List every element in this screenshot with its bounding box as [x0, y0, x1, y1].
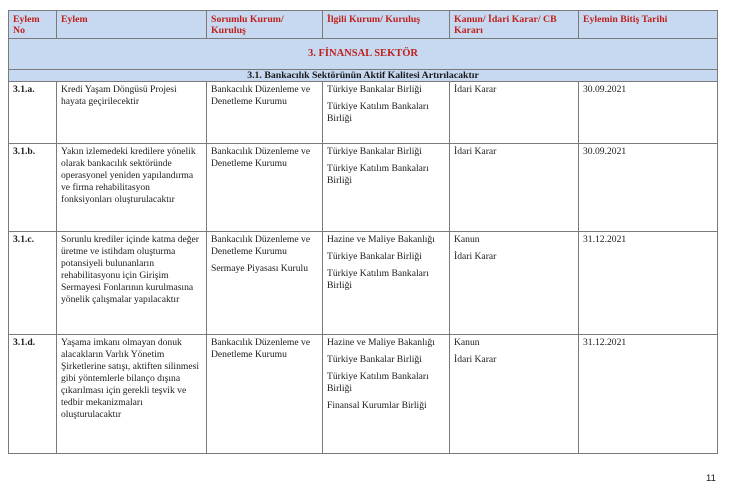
related-cell	[323, 82, 450, 144]
related-org: Hazine ve Maliye Bakanlığı	[327, 234, 435, 245]
instrument: İdari Karar	[454, 354, 497, 365]
related-org: Türkiye Bankalar Birliği	[327, 146, 422, 157]
subsection-title: 3.1. Bankacılık Sektörünün Aktif Kalitesi Artırılacaktır	[9, 70, 718, 82]
action-code: 3.1.a.	[9, 82, 57, 144]
related-cell	[323, 232, 450, 335]
deadline: 31.12.2021	[579, 335, 718, 454]
deadline: 30.09.2021	[579, 82, 718, 144]
related-cell	[323, 144, 450, 232]
table-header-row	[9, 11, 718, 39]
header-responsible: Sorumlu Kurum/ Kuruluş	[207, 11, 323, 39]
action-text: Kredi Yaşam Döngüsü Projesi hayata geçirilecektir	[57, 82, 207, 144]
related-org: Türkiye Bankalar Birliği	[327, 251, 422, 262]
page-number: 11	[706, 473, 716, 484]
related-org: Finansal Kurumlar Birliği	[327, 400, 427, 411]
header-instrument: Kanun/ İdari Karar/ CB Kararı	[450, 11, 579, 39]
deadline: 30.09.2021	[579, 144, 718, 232]
action-code: 3.1.d.	[9, 335, 57, 454]
responsible-cell	[207, 144, 323, 232]
table-row	[9, 82, 718, 144]
action-text: Sorunlu krediler içinde katma değer üretme ve istihdam oluşturma potansiyeli bulunanların rehabilitasyonu için Girişim Sermayesi Fonlarının kurulmasına yönelik çalışmalar yapılacaktır	[57, 232, 207, 335]
responsible-cell	[207, 335, 323, 454]
subsection-row	[9, 70, 718, 82]
action-code: 3.1.c.	[9, 232, 57, 335]
responsible-org: Bankacılık Düzenleme ve Denetleme Kurumu	[211, 146, 311, 169]
responsible-org: Sermaye Piyasası Kurulu	[211, 263, 308, 274]
instrument: Kanun	[454, 337, 480, 348]
header-action-no: Eylem No	[9, 11, 57, 39]
related-org: Türkiye Bankalar Birliği	[327, 354, 422, 365]
related-org: Türkiye Bankalar Birliği	[327, 84, 422, 95]
instrument-cell	[450, 144, 579, 232]
header-deadline: Eylemin Bitiş Tarihi	[579, 11, 718, 39]
action-text: Yakın izlemedeki kredilere yönelik olarak bankacılık sektöründe operasyonel yeniden yapılandırma ve firma rehabilitasyon fonksiyonları oluşturulacaktır	[57, 144, 207, 232]
section-row	[9, 39, 718, 70]
action-text: Yaşama imkanı olmayan donuk alacakların Varlık Yönetim Şirketlerine satışı, aktiften silinmesi gibi yöntemlerle bilanço dışına çıkarılması için gerekli teşvik ve tedbir mekanizmaları oluşturulacaktır	[57, 335, 207, 454]
instrument: İdari Karar	[454, 84, 497, 95]
header-action: Eylem	[57, 11, 207, 39]
table-row	[9, 232, 718, 335]
deadline: 31.12.2021	[579, 232, 718, 335]
related-org: Türkiye Katılım Bankaları Birliği	[327, 163, 429, 186]
table-row	[9, 335, 718, 454]
table-row	[9, 144, 718, 232]
instrument-cell	[450, 335, 579, 454]
instrument: İdari Karar	[454, 251, 497, 262]
responsible-org: Bankacılık Düzenleme ve Denetleme Kurumu	[211, 84, 311, 107]
related-org: Türkiye Katılım Bankaları Birliği	[327, 101, 429, 124]
responsible-org: Bankacılık Düzenleme ve Denetleme Kurumu	[211, 234, 311, 257]
related-cell	[323, 335, 450, 454]
related-org: Hazine ve Maliye Bakanlığı	[327, 337, 435, 348]
action-code: 3.1.b.	[9, 144, 57, 232]
action-plan-table	[8, 10, 718, 454]
responsible-cell	[207, 82, 323, 144]
responsible-cell	[207, 232, 323, 335]
responsible-org: Bankacılık Düzenleme ve Denetleme Kurumu	[211, 337, 311, 360]
instrument: İdari Karar	[454, 146, 497, 157]
related-org: Türkiye Katılım Bankaları Birliği	[327, 371, 429, 394]
section-title: 3. FİNANSAL SEKTÖR	[9, 39, 718, 70]
instrument: Kanun	[454, 234, 480, 245]
instrument-cell	[450, 232, 579, 335]
header-related: İlgili Kurum/ Kuruluş	[323, 11, 450, 39]
instrument-cell	[450, 82, 579, 144]
related-org: Türkiye Katılım Bankaları Birliği	[327, 268, 429, 291]
